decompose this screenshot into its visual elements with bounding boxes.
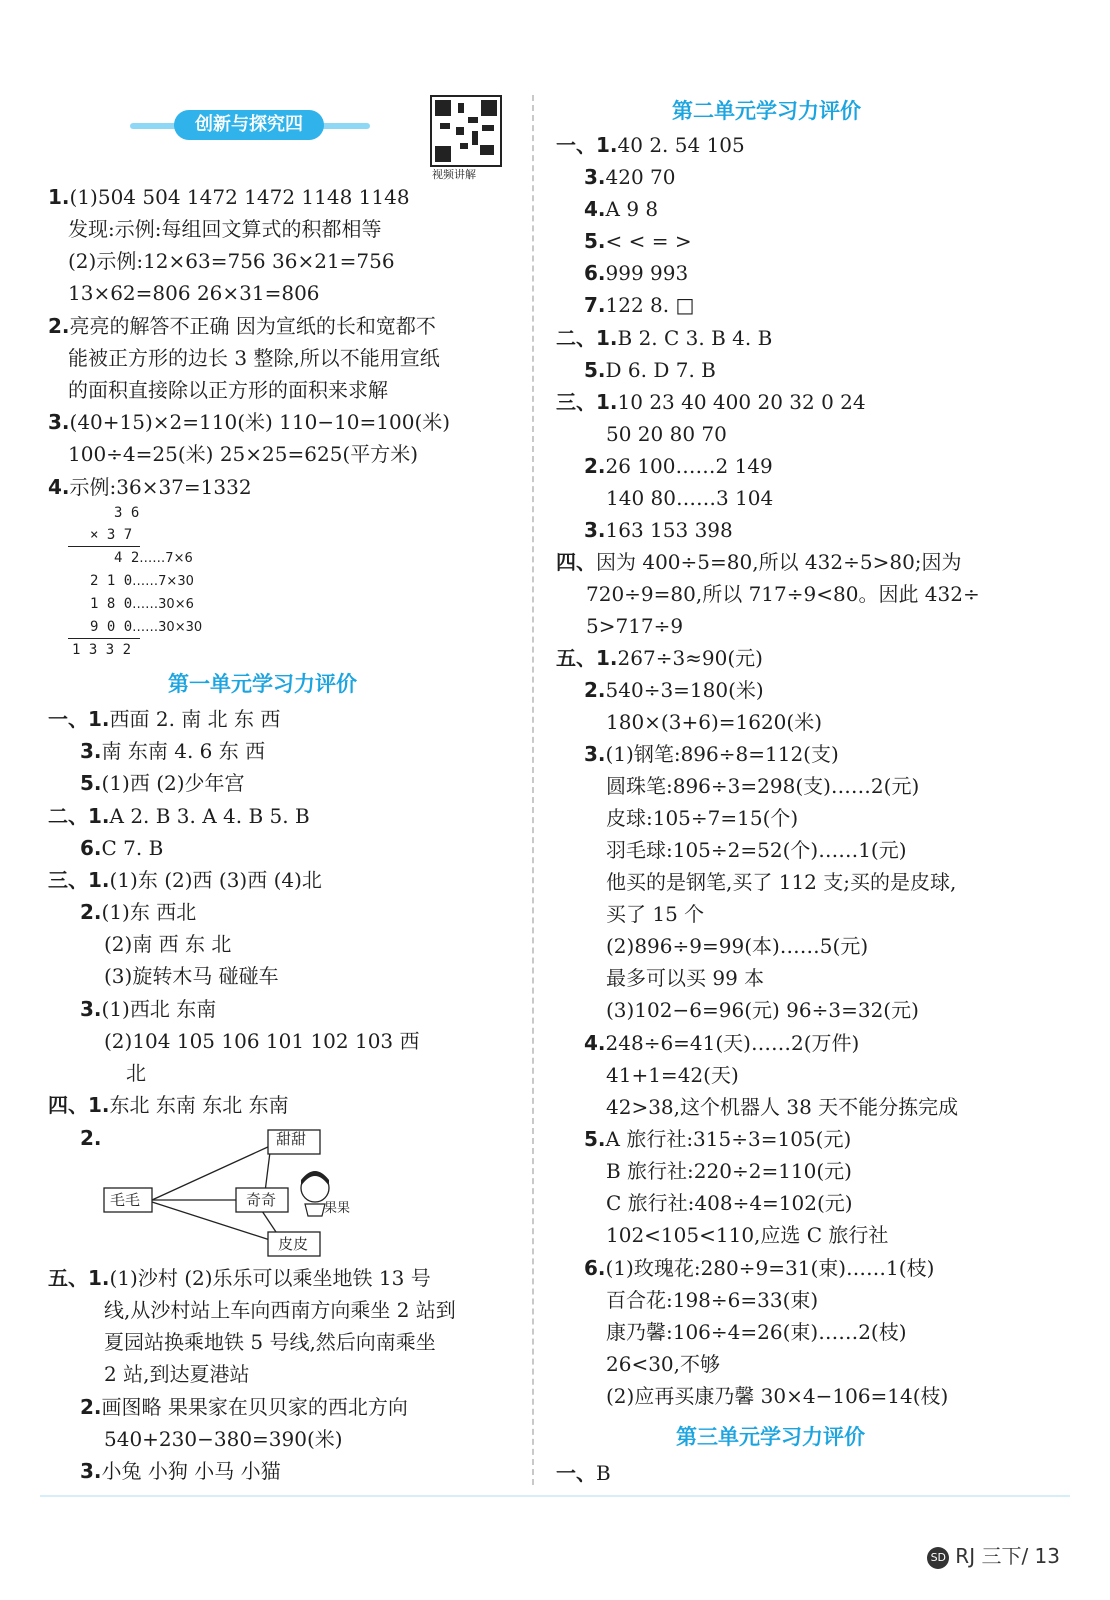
right-line-text: 26 100……2 149 (605, 454, 773, 478)
unit1-title: 第一单元学习力评价 (168, 672, 357, 696)
unit1-line-5-text: C 7. B (101, 836, 164, 860)
right-line (584, 291, 694, 319)
right-line (606, 1093, 958, 1121)
diagram-label-left: 毛毛 (110, 1191, 141, 1209)
unit1-line-7-text: (1)东 西北 (101, 900, 197, 924)
unit1-block (48, 0, 518, 1500)
right-line (584, 195, 658, 223)
right-line-number: 四、 (556, 550, 596, 574)
mult-row-7: 1 3 3 2 (72, 642, 132, 658)
right-line (586, 612, 683, 640)
right-line-text: 999 993 (605, 261, 689, 285)
unit1-line-19 (80, 1393, 408, 1421)
unit1-line-13 (48, 1091, 289, 1119)
unit1-line-4-number: 二、1. (48, 804, 110, 828)
right-line-number: 2. (584, 454, 606, 478)
right-line-text: 最多可以买 99 本 (606, 966, 765, 990)
q1-text: (1)504 504 1472 1472 1148 1148 (69, 185, 410, 209)
unit1-line-15-number: 五、1. (48, 1266, 110, 1290)
right-line (606, 964, 764, 992)
right-line-number: 4. (584, 197, 606, 221)
right-line-text: B 2. C 3. B 4. B (617, 326, 773, 350)
mult-row-3-value: 4 2 (114, 550, 140, 566)
unit1-line-14 (80, 1124, 102, 1152)
unit1-line-21-number: 3. (80, 1459, 102, 1483)
right-line-number: 6. (584, 261, 606, 285)
right-line-text: 10 23 40 400 20 32 0 24 (617, 390, 866, 414)
mult-row-5-note: ……30×6 (132, 597, 194, 612)
mult-row-4-note: ……7×30 (132, 574, 194, 589)
unit1-line-5 (80, 834, 163, 862)
unit1-line-15-text: (1)沙村 (2)乐乐可以乘坐地铁 13 号 (109, 1266, 431, 1290)
unit1-line-3 (80, 769, 245, 797)
unit1-line-21 (80, 1457, 281, 1485)
unit1-line-5-number: 6. (80, 836, 102, 860)
unit1-line-2-number: 3. (80, 739, 102, 763)
right-line (556, 324, 772, 352)
unit1-line-7 (80, 898, 196, 926)
right-line-text: 42>38,这个机器人 38 天不能分拣完成 (606, 1095, 959, 1119)
unit3-title: 第三单元学习力评价 (676, 1425, 865, 1449)
q4-number: 4. (48, 475, 70, 499)
right-line (606, 1157, 852, 1185)
right-line (556, 644, 763, 672)
right-line (606, 1189, 853, 1217)
right-line-number: 五、1. (556, 646, 618, 670)
right-line (606, 1286, 818, 1314)
right-line-number: 4. (584, 1031, 606, 1055)
right-line (584, 163, 676, 191)
right-line-text: 720÷9=80,所以 717÷9<80。因此 432÷ (586, 582, 980, 606)
unit1-line-1 (48, 705, 280, 733)
right-line (606, 900, 704, 928)
right-line-text: 102<105<110,应选 C 旅行社 (606, 1223, 889, 1247)
q2-text: 亮亮的解答不正确 因为宣纸的长和宽都不 (69, 314, 436, 338)
unit1-line-16: 线,从沙村站上车向西南方向乘坐 2 站到 (104, 1298, 456, 1322)
right-line-number: 三、1. (556, 390, 618, 414)
unit3-first-text: B (596, 1461, 611, 1485)
right-line-text: 248÷6=41(天)……2(万件) (605, 1031, 860, 1055)
right-line-text: (1)玫瑰花:280÷9=31(束)……1(枝) (605, 1256, 935, 1280)
right-line-number: 3. (584, 518, 606, 542)
right-line (584, 1254, 934, 1282)
unit2-title: 第二单元学习力评价 (672, 99, 861, 123)
right-line (584, 356, 716, 384)
right-line-text: 540÷3=180(米) (605, 678, 764, 702)
right-line-text: (1)钢笔:896÷8=112(支) (605, 742, 839, 766)
right-line-text: B 旅行社:220÷2=110(元) (606, 1159, 852, 1183)
right-line-text: < < = > (605, 229, 692, 253)
diagram-label-top: 甜甜 (276, 1130, 307, 1148)
diagram-label-mid: 奇奇 (246, 1191, 277, 1209)
unit1-line-2-text: 南 东南 4. 6 东 西 (101, 739, 266, 763)
mult-row-2: × 3 7 (90, 527, 133, 543)
right-line-text: C 旅行社:408÷4=102(元) (606, 1191, 853, 1215)
right-line-number: 7. (584, 293, 606, 317)
right-line (606, 996, 919, 1024)
right-line-text: 122 8. □ (605, 293, 695, 317)
right-line (586, 580, 980, 608)
unit1-line-11: (2)104 105 106 101 102 103 西 (104, 1029, 420, 1053)
q4-text: 示例:36×37=1332 (69, 475, 252, 499)
right-line-text: 5>717÷9 (586, 614, 684, 638)
unit1-line-3-text: (1)西 (2)少年宫 (101, 771, 245, 795)
right-line-number: 2. (584, 678, 606, 702)
unit1-line-21-text: 小兔 小狗 小马 小猫 (101, 1459, 281, 1483)
right-line-number: 6. (584, 1256, 606, 1280)
unit1-line-1-number: 一、1. (48, 707, 110, 731)
right-line (606, 868, 956, 896)
badge-title: 创新与探究四 (174, 110, 324, 140)
right-line (556, 131, 745, 159)
right-line-text: 皮球:105÷7=15(个) (606, 806, 799, 830)
right-line-text: 买了 15 个 (606, 902, 705, 926)
right-line-number: 3. (584, 165, 606, 189)
unit1-line-13-number: 四、1. (48, 1093, 110, 1117)
right-line-number: 5. (584, 358, 606, 382)
diagram-label-bottom: 皮皮 (278, 1235, 309, 1253)
right-line-number: 5. (584, 1127, 606, 1151)
right-line (606, 804, 798, 832)
right-line-text: 267÷3≈90(元) (617, 646, 763, 670)
right-line-number: 5. (584, 229, 606, 253)
right-line-text: D 6. D 7. B (605, 358, 716, 382)
right-line (606, 484, 773, 512)
right-line (606, 1061, 739, 1089)
right-line-text: 40 2. 54 105 (617, 133, 745, 157)
right-line (584, 1029, 859, 1057)
right-line (606, 420, 727, 448)
right-line (584, 452, 773, 480)
right-line (606, 1318, 907, 1346)
mult-row-4-value: 2 1 0 (90, 573, 133, 589)
right-line-number: 一、1. (556, 133, 618, 157)
unit1-line-1-text: 西面 2. 南 北 东 西 (109, 707, 281, 731)
unit1-line-15 (48, 1264, 431, 1292)
mult-row-5-value: 1 8 0 (90, 596, 133, 612)
right-line-text: 羽毛球:105÷2=52(个)……1(元) (606, 838, 907, 862)
right-line-number: 二、1. (556, 326, 618, 350)
q2-line2: 能被正方形的边长 3 整除,所以不能用宣纸 (68, 346, 440, 370)
right-line (584, 676, 764, 704)
right-line (556, 388, 866, 416)
unit1-line-8: (2)南 西 东 北 (104, 932, 232, 956)
right-line (556, 548, 962, 576)
unit1-line-17: 夏园站换乘地铁 5 号线,然后向南乘坐 (104, 1330, 436, 1354)
page-footer (927, 1540, 1060, 1569)
right-line-text: 163 153 398 (605, 518, 733, 542)
right-line-text: A 9 8 (605, 197, 659, 221)
mult-row-6-value: 9 0 0 (90, 619, 133, 635)
unit1-line-10 (80, 995, 216, 1023)
unit1-line-4-text: A 2. B 3. A 4. B 5. B (109, 804, 310, 828)
unit3-first-number: 一、 (556, 1461, 596, 1485)
unit1-line-20: 540+230−380=390(米) (104, 1427, 343, 1451)
right-line-text: 他买的是钢笔,买了 112 支;买的是皮球, (606, 870, 957, 894)
right-line (606, 1221, 888, 1249)
unit1-line-6 (48, 866, 322, 894)
footer-rule (40, 1495, 1070, 1497)
unit1-line-19-text: 画图略 果果家在贝贝家的西北方向 (101, 1395, 408, 1419)
right-line-text: (2)应再买康乃馨 30×4−106=14(枝) (606, 1384, 949, 1408)
unit1-line-14-number: 2. (80, 1126, 102, 1150)
unit1-line-4 (48, 802, 310, 830)
q1-line3: (2)示例:12×63=756 36×21=756 (68, 249, 395, 273)
page-number: RJ 三下/ 13 (955, 1544, 1060, 1568)
right-line-text: 140 80……3 104 (606, 486, 774, 510)
right-line-number: 3. (584, 742, 606, 766)
right-line (584, 227, 692, 255)
qr-caption: 视频讲解 (432, 168, 476, 181)
unit3-first-line (556, 1459, 611, 1487)
right-line (584, 259, 688, 287)
right-line (606, 708, 822, 736)
unit1-line-2 (80, 737, 265, 765)
right-line-text: 因为 400÷5=80,所以 432÷5>80;因为 (596, 550, 962, 574)
right-line (606, 1382, 948, 1410)
mult-row-3-note: ……7×6 (139, 551, 193, 566)
right-line-text: 康乃馨:106÷4=26(束)……2(枝) (606, 1320, 907, 1344)
unit1-line-10-text: (1)西北 东南 (101, 997, 217, 1021)
publisher-logo-icon: SD (927, 1547, 949, 1569)
right-line (606, 836, 907, 864)
unit1-line-10-number: 3. (80, 997, 102, 1021)
q1-line2: 发现:示例:每组回文算式的积都相等 (68, 217, 382, 241)
diagram-label-person: 果果 (324, 1201, 351, 1216)
unit1-line-19-number: 2. (80, 1395, 102, 1419)
right-line-text: (2)896÷9=99(本)……5(元) (606, 934, 869, 958)
q1-line4: 13×62=806 26×31=806 (68, 281, 320, 305)
right-line-text: 50 20 80 70 (606, 422, 727, 446)
right-line-text: 420 70 (605, 165, 676, 189)
unit1-line-12: 北 (126, 1061, 146, 1085)
right-line (606, 772, 919, 800)
q1-number: 1. (48, 185, 70, 209)
q3-line2: 100÷4=25(米) 25×25=625(平方米) (68, 442, 419, 466)
right-column (556, 0, 1056, 1500)
unit1-line-6-text: (1)东 (2)西 (3)西 (4)北 (109, 868, 322, 892)
unit1-line-7-number: 2. (80, 900, 102, 924)
mult-row-1: 3 6 (114, 505, 140, 521)
right-line (606, 932, 868, 960)
right-line-text: 圆珠笔:896÷3=298(支)……2(元) (606, 774, 920, 798)
mult-row-6-note: ……30×30 (132, 620, 203, 635)
right-line-text: 41+1=42(天) (606, 1063, 739, 1087)
right-line (584, 1125, 851, 1153)
q3-text: (40+15)×2=110(米) 110−10=100(米) (69, 410, 451, 434)
unit1-line-9: (3)旋转木马 碰碰车 (104, 964, 279, 988)
unit1-line-18: 2 站,到达夏港站 (104, 1362, 250, 1386)
right-line-text: 180×(3+6)=1620(米) (606, 710, 823, 734)
unit1-line-13-text: 东北 东南 东北 东南 (109, 1093, 289, 1117)
unit1-line-6-number: 三、1. (48, 868, 110, 892)
column-divider (532, 95, 534, 1485)
right-line-text: A 旅行社:315÷3=105(元) (605, 1127, 852, 1151)
q3-number: 3. (48, 410, 70, 434)
right-line (584, 740, 839, 768)
right-line (606, 1350, 720, 1378)
right-line-text: (3)102−6=96(元) 96÷3=32(元) (606, 998, 919, 1022)
unit1-line-3-number: 5. (80, 771, 102, 795)
q2-number: 2. (48, 314, 70, 338)
right-line (584, 516, 733, 544)
right-line-text: 百合花:198÷6=33(束) (606, 1288, 819, 1312)
q2-line3: 的面积直接除以正方形的面积来求解 (68, 378, 388, 402)
right-line-text: 26<30,不够 (606, 1352, 721, 1376)
